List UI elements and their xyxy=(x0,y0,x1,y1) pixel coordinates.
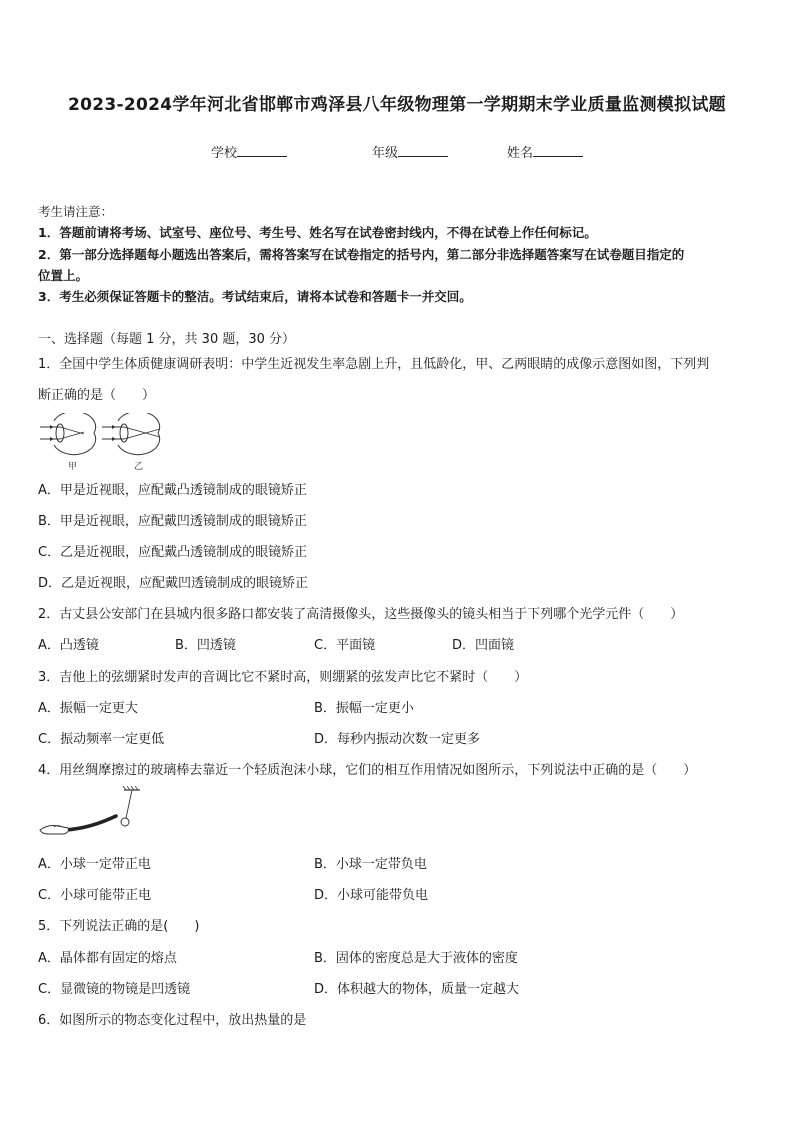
student-info-row xyxy=(0,142,794,162)
notice-item-2: 2．第一部分选择题每小题选出答案后，需将答案写在试卷指定的括号内，第二部分非选择题答案写在试卷题目指定的 xyxy=(38,247,685,262)
foam-ball xyxy=(121,818,129,826)
school-field xyxy=(211,142,287,161)
eye-b-diagram xyxy=(102,413,160,455)
q4-rod-ball-figure xyxy=(36,786,146,838)
q2-option-b: B．凹透镜 xyxy=(175,638,236,653)
q2-option-c: C．平面镜 xyxy=(314,638,376,653)
section-heading: 一、选择题（每题 1 分，共 30 题，30 分） xyxy=(38,332,296,347)
q2-option-d: D．凹面镜 xyxy=(452,638,515,653)
q3-option-a: A．振幅一定更大 xyxy=(38,701,138,716)
grade-field xyxy=(372,142,448,161)
q3-option-b: B．振幅一定更小 xyxy=(314,701,414,716)
q3-stem: 3．吉他上的弦绷紧时发声的音调比它不紧时高，则绷紧的弦发声比它不紧时（ ） xyxy=(38,670,528,685)
glass-rod xyxy=(66,816,116,830)
grade-label: 年级 xyxy=(372,146,399,161)
q4-option-c: C．小球可能带正电 xyxy=(38,888,152,903)
grade-blank xyxy=(398,144,448,157)
q4-option-a: A．小球一定带正电 xyxy=(38,857,151,872)
fig-label-a: 甲 xyxy=(68,462,78,472)
name-field xyxy=(507,142,583,161)
name-blank xyxy=(533,144,583,157)
q3-option-c: C．振动频率一定更低 xyxy=(38,732,165,747)
q1-option-a: A．甲是近视眼，应配戴凸透镜制成的眼镜矫正 xyxy=(38,483,307,498)
name-label: 姓名 xyxy=(507,146,534,161)
q2-stem: 2．古丈县公安部门在县城内很多路口都安装了高清摄像头，这些摄像头的镜头相当于下列哪个光学元件（ ） xyxy=(38,607,684,622)
q4-option-b: B．小球一定带负电 xyxy=(314,857,427,872)
notice-item-2-cont: 位置上。 xyxy=(38,268,89,283)
notice-heading: 考生请注意： xyxy=(38,204,114,219)
q5-option-c: C．显微镜的物镜是凹透镜 xyxy=(38,982,191,997)
q5-option-d: D．体积越大的物体，质量一定越大 xyxy=(314,982,520,997)
q4-option-d: D．小球可能带负电 xyxy=(314,888,429,903)
fig-label-b: 乙 xyxy=(134,462,144,472)
eye-a-diagram xyxy=(40,413,96,455)
q1-stem: 1．全国中学生体质健康调研表明：中学生近视发生率急剧上升，且低龄化，甲、乙两眼睛的成像示意图如图，下列判 xyxy=(38,357,710,372)
q6-stem: 6．如图所示的物态变化过程中，放出热量的是 xyxy=(38,1013,307,1028)
school-blank xyxy=(237,144,287,157)
page-title: 2023-2024学年河北省邯郸市鸡泽县八年级物理第一学期期末学业质量监测模拟试题 xyxy=(68,95,726,115)
q4-stem: 4．用丝绸摩擦过的玻璃棒去靠近一个轻质泡沫小球，它们的相互作用情况如图所示，下列说法中正确的是（ ） xyxy=(38,763,697,778)
q3-option-d: D．每秒内振动次数一定更多 xyxy=(314,732,481,747)
q1-option-b: B．甲是近视眼，应配戴凹透镜制成的眼镜矫正 xyxy=(38,514,307,529)
q1-option-c: C．乙是近视眼，应配戴凸透镜制成的眼镜矫正 xyxy=(38,545,308,560)
q1-option-d: D．乙是近视眼，应配戴凹透镜制成的眼镜矫正 xyxy=(38,576,309,591)
notice-item-3: 3．考生必须保证答题卡的整洁。考试结束后，请将本试卷和答题卡一并交回。 xyxy=(38,289,472,304)
q5-option-b: B．固体的密度总是大于液体的密度 xyxy=(314,951,518,966)
q5-stem: 5．下列说法正确的是( ) xyxy=(38,919,200,934)
q1-eye-figure xyxy=(36,413,166,473)
q1-stem-cont: 断正确的是（ ） xyxy=(38,388,156,403)
q5-option-a: A．晶体都有固定的熔点 xyxy=(38,951,177,966)
notice-item-1: 1．答题前请将考场、试室号、座位号、考生号、姓名写在试卷密封线内，不得在试卷上作任何标记。 xyxy=(38,225,597,240)
q2-option-a: A．凸透镜 xyxy=(38,638,99,653)
school-label: 学校 xyxy=(211,146,238,161)
